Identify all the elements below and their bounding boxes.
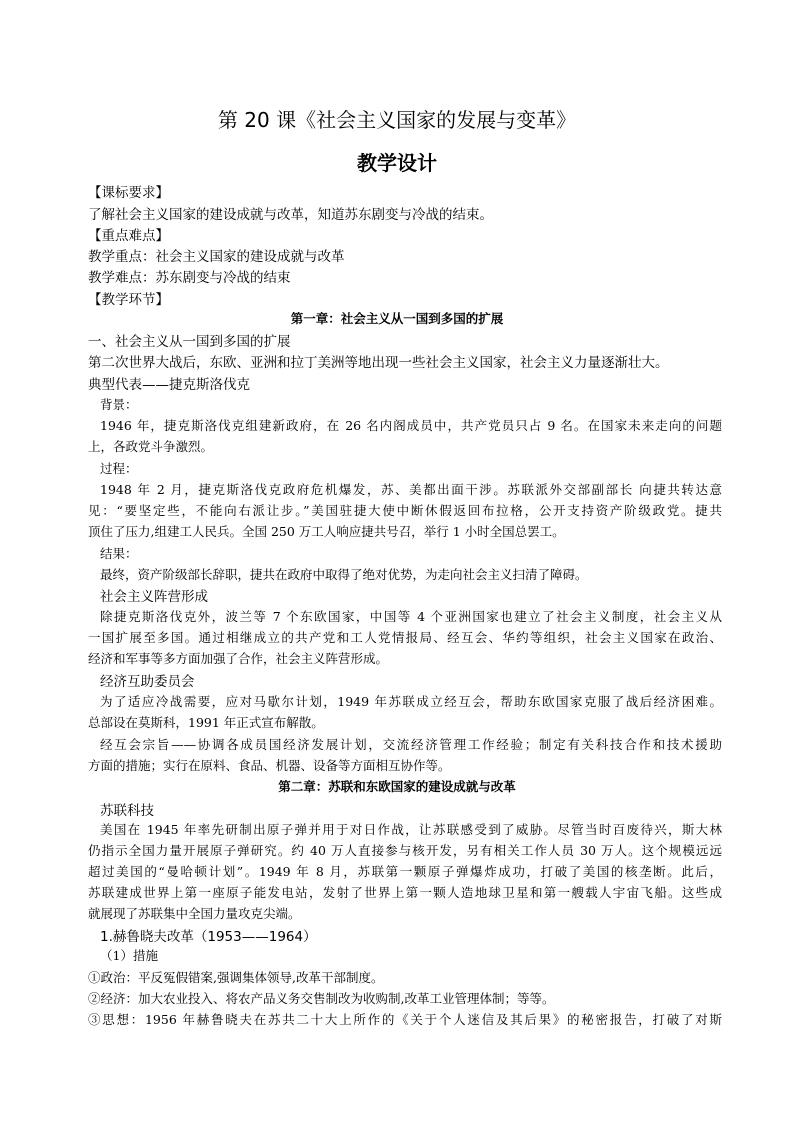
khrushchev-reform-title: 1.赫鲁晓夫改革（1953——1964） [100, 929, 317, 945]
result-line-1: 最终，资产阶级部长辞职，捷共在政府中取得了绝对优势，为走向社会主义扫清了障碍。 [100, 567, 588, 582]
teaching-difficulty: 教学难点：苏东剧变与冷战的结束 [88, 270, 291, 286]
document-subtitle: 教学设计 [357, 151, 437, 175]
process-label: 过程： [100, 461, 138, 476]
comecon-title: 经济互助委员会 [100, 674, 195, 690]
measure-economic: ②经济：加大农业投入、将农产品义务交售制改为收购制,改革工业管理体制；等等。 [88, 991, 555, 1006]
socialist-camp-title: 社会主义阵营形成 [100, 589, 208, 605]
soviet-tech-line-4: 苏联建成世界上第一座原子能发电站，发射了世界上第一颗人造地球卫星和第一艘载人宇宙飞船。这些成 [88, 885, 722, 900]
background-line-1: 1946 年，捷克斯洛伐克组建新政府，在 26 名内阁成员中，共产党员只占 9 名。在国家未来走向的问题 [100, 418, 722, 433]
process-line-2: 见：“要坚定些，不能向右派让步。”美国驻捷大使中断休假返回布拉格，公开支持资产阶级政党。捷共 [88, 503, 722, 518]
process-line-3: 顶住了压力,组建工人民兵。全国 250 万工人响应捷共号召，举行 1 小时全国总罢工。 [88, 524, 565, 539]
teaching-key-point: 教学重点：社会主义国家的建设成就与改革 [88, 249, 345, 265]
comecon-purpose-line-2: 方面的措施；实行在原料、食品、机器、设备等方面相互协作等。 [88, 758, 451, 773]
section-1-title: 一、社会主义从一国到多国的扩展 [88, 334, 291, 350]
document-title: 第 20 课《社会主义国家的发展与变革》 [217, 108, 577, 132]
section-1-text: 第二次世界大战后，东欧、亚洲和拉丁美洲等地出现一些社会主义国家，社会主义力量逐渐壮大。 [88, 355, 669, 371]
soviet-tech-title: 苏联科技 [100, 803, 154, 819]
teaching-steps-label: 【教学环节】 [88, 292, 169, 308]
soviet-tech-line-5: 就展现了苏联集中全国力量攻克尖端。 [88, 906, 301, 921]
chapter-1-heading: 第一章：社会主义从一国到多国的扩展 [290, 311, 504, 326]
comecon-line-2: 总部设在莫斯科，1991 年正式宣布解散。 [88, 715, 324, 730]
soviet-tech-line-3: 超过美国的“曼哈顿计划”。1949 年 8 月，苏联第一颗原子弹爆炸成功，打破了美国的核垄断。此后， [88, 864, 722, 879]
process-line-1: 1948 年 2 月，捷克斯洛伐克政府危机爆发，苏、美都出面干涉。苏联派外交部副部长 向捷共转达意 [100, 482, 722, 497]
soviet-tech-line-1: 美国在 1945 年率先研制出原子弹并用于对日作战，让苏联感受到了威胁。尽管当时百废待兴，斯大林 [100, 822, 722, 837]
key-difficulty-label: 【重点难点】 [88, 228, 169, 244]
socialist-camp-line-3: 经济和军事等多方面加强了合作，社会主义阵营形成。 [88, 651, 389, 666]
measures-label: （1）措施 [100, 948, 158, 963]
chapter-2-heading: 第二章：苏联和东欧国家的建设成就与改革 [278, 779, 516, 794]
result-label: 结果： [100, 546, 138, 561]
measure-political: ①政治：平反冤假错案,强调集体领导,改革干部制度。 [88, 970, 384, 985]
comecon-purpose-line-1: 经互会宗旨——协调各成员国经济发展计划，交流经济管理工作经验；制定有关科技合作和技术援助 [100, 737, 722, 752]
background-label: 背景： [100, 397, 138, 412]
measure-ideological: ③思想：1956 年赫鲁晓夫在苏共二十大上所作的《关于个人迷信及其后果》的秘密报告，打破了对斯 [88, 1012, 722, 1027]
representative-title: 典型代表——捷克斯洛伐克 [88, 377, 250, 393]
soviet-tech-line-2: 仍指示全国力量开展原子弹研究。约 40 万人直接参与核开发，另有相关工作人员 30 万人。这个规模远远 [88, 843, 722, 858]
curriculum-requirement-text: 了解社会主义国家的建设成就与改革，知道苏东剧变与冷战的结束。 [88, 207, 493, 223]
comecon-line-1: 为了适应冷战需要，应对马歇尔计划，1949 年苏联成立经互会，帮助东欧国家克服了战后经济困难。 [100, 694, 722, 709]
background-line-2: 上，各政党斗争激烈。 [88, 439, 214, 454]
socialist-camp-line-2: 一国扩展至多国。通过相继成立的共产党和工人党情报局、经互会、华约等组织，社会主义国家在政治、 [88, 630, 722, 645]
socialist-camp-line-1: 除捷克斯洛伐克外，波兰等 7 个东欧国家，中国等 4 个亚洲国家也建立了社会主义制度，社会主义从 [100, 609, 722, 624]
curriculum-requirement-label: 【课标要求】 [88, 185, 169, 201]
